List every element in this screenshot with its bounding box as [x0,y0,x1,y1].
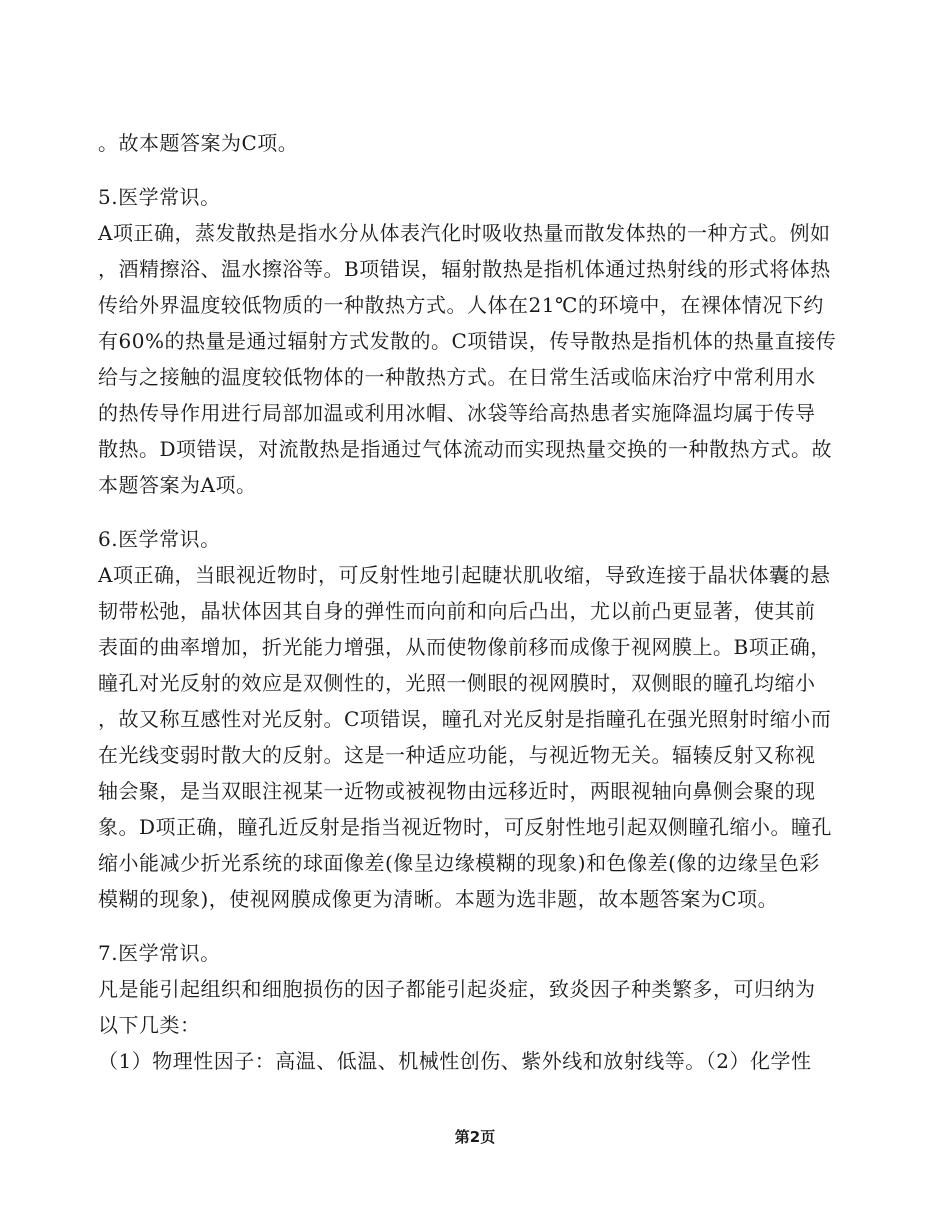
paragraph-line: 传给外界温度较低物质的一种散热方式。人体在21℃的环境中，在裸体情况下约 [98,293,824,317]
paragraph-line: 散热。D项错误，对流散热是指通过气体流动而实现热量交换的一种散热方式。故 [98,437,833,461]
paragraph-line: 轴会聚，是当双眼注视某一近物或被视物由远移近时，两眼视轴向鼻侧会聚的现 [98,779,816,803]
paragraph-line: 以下几类： [98,1013,201,1037]
section-5-heading: 5.医学常识。 [98,185,221,209]
paragraph-line: 缩小能减少折光系统的球面像差(像呈边缘模糊的现象)和色像差(像的边缘呈色彩 [98,851,820,875]
paragraph-line: （1）物理性因子：高温、低温、机械性创伤、紫外线和放射线等。（2）化学性 [98,1049,812,1073]
paragraph-line: 的热传导作用进行局部加温或利用冰帽、冰袋等给高热患者实施降温均属于传导 [98,401,816,425]
paragraph-line: 表面的曲率增加，折光能力增强，从而使物像前移而成像于视网膜上。B项正确， [98,635,831,659]
paragraph-line: ，故又称互感性对光反射。C项错误，瞳孔对光反射是指瞳孔在强光照射时缩小而 [98,707,832,731]
paragraph-line: 有60%的热量是通过辐射方式发散的。C项错误，传导散热是指机体的热量直接传 [98,329,837,353]
paragraph-line: 在光线变弱时散大的反射。这是一种适应功能，与视近物无关。辐辏反射又称视 [98,743,816,767]
paragraph-line: 象。D项正确，瞳孔近反射是指当视近物时，可反射性地引起双侧瞳孔缩小。瞳孔 [98,815,833,839]
paragraph-line: 韧带松弛，晶状体因其自身的弹性而向前和向后凸出，尤以前凸更显著，使其前 [98,599,816,623]
intro-line: 。故本题答案为C项。 [98,131,299,155]
section-6-heading: 6.医学常识。 [98,527,221,551]
page-number: 第2页 [454,1128,496,1146]
paragraph-line: 本题答案为A项。 [98,473,257,497]
paragraph-line: A项正确，当眼视近物时，可反射性地引起睫状肌收缩，导致连接于晶状体囊的悬 [98,563,831,587]
paragraph-line: ，酒精擦浴、温水擦浴等。B项错误，辐射散热是指机体通过热射线的形式将体热 [98,257,831,281]
paragraph-line: 模糊的现象)，使视网膜成像更为清晰。本题为选非题，故本题答案为C项。 [98,887,779,911]
section-7-heading: 7.医学常识。 [98,941,221,965]
document-body [98,125,878,1079]
paragraph-line: A项正确，蒸发散热是指水分从体表汽化时吸收热量而散发体热的一种方式。例如 [98,221,831,245]
paragraph-line: 给与之接触的温度较低物体的一种散热方式。在日常生活或临床治疗中常利用水 [98,365,816,389]
paragraph-line: 瞳孔对光反射的效应是双侧性的，光照一侧眼的视网膜时，双侧眼的瞳孔均缩小 [98,671,816,695]
paragraph-line: 凡是能引起组织和细胞损伤的因子都能引起炎症，致炎因子种类繁多，可归纳为 [98,977,816,1001]
